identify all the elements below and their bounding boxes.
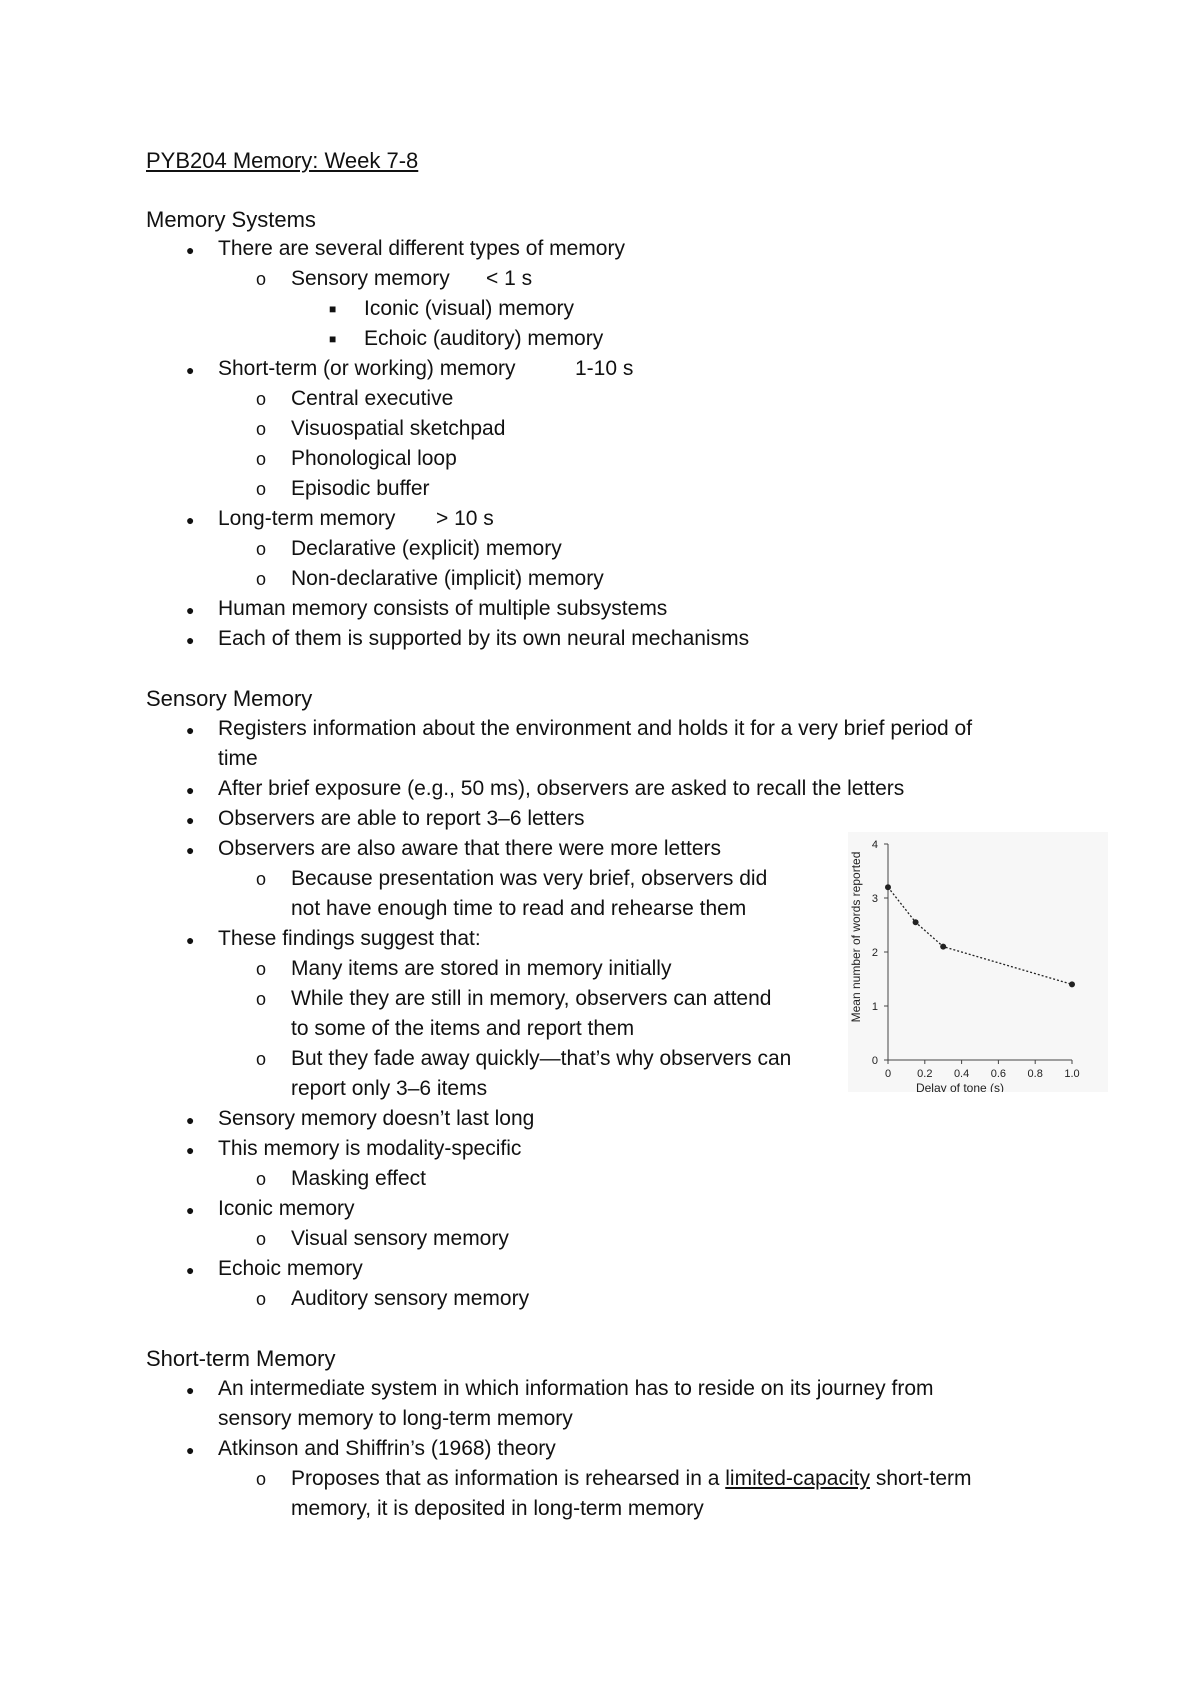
bullet-icon: ● xyxy=(186,512,195,528)
list-item: Registers information about the environment and holds it for a very brief period of xyxy=(218,717,973,740)
data-point xyxy=(913,919,919,925)
square-bullet-icon: ■ xyxy=(329,332,337,346)
heading-short-term-memory: Short-term Memory xyxy=(146,1346,336,1371)
list-item: Echoic (auditory) memory xyxy=(364,327,604,350)
bullet-icon: ● xyxy=(186,1202,195,1218)
circle-bullet-icon: o xyxy=(256,1469,267,1489)
circle-bullet-icon: o xyxy=(256,389,267,409)
circle-bullet-icon: o xyxy=(256,419,267,439)
data-point xyxy=(1069,981,1075,987)
duration-label: 1-10 s xyxy=(575,357,634,380)
y-tick-label: 1 xyxy=(871,1001,878,1013)
list-item-continuation: to some of the items and report them xyxy=(291,1017,635,1040)
list-item: Short-term (or working) memory xyxy=(218,357,516,380)
data-point xyxy=(940,944,946,950)
list-item: Sensory memory xyxy=(291,267,450,290)
circle-bullet-icon: o xyxy=(256,1289,267,1309)
x-tick-label: 1.0 xyxy=(1064,1068,1080,1080)
chart-svg xyxy=(848,832,1108,1092)
list-item: Because presentation was very brief, observers did xyxy=(291,867,768,890)
heading-memory-systems: Memory Systems xyxy=(146,207,316,232)
list-item: Sensory memory doesn’t last long xyxy=(218,1107,535,1130)
chart-axes xyxy=(888,844,1072,1060)
list-item: This memory is modality-specific xyxy=(218,1137,522,1160)
circle-bullet-icon: o xyxy=(256,479,267,499)
list-item: There are several different types of memory xyxy=(218,237,625,260)
list-item: Iconic (visual) memory xyxy=(364,297,575,320)
list-item-continuation: not have enough time to read and rehearse them xyxy=(291,897,747,920)
list-item: Echoic memory xyxy=(218,1257,363,1280)
bullet-icon: ● xyxy=(186,1142,195,1158)
bullet-icon: ● xyxy=(186,782,195,798)
list-item: Atkinson and Shiffrin’s (1968) theory xyxy=(218,1437,556,1460)
document-title: PYB204 Memory: Week 7-8 xyxy=(146,148,419,173)
list-item: Iconic memory xyxy=(218,1197,355,1220)
heading-sensory-memory: Sensory Memory xyxy=(146,686,313,711)
bullet-icon: ● xyxy=(186,632,195,648)
bullet-icon: ● xyxy=(186,842,195,858)
list-item: Phonological loop xyxy=(291,447,457,470)
list-item: Episodic buffer xyxy=(291,477,430,500)
x-tick-label: 0 xyxy=(884,1068,892,1080)
underlined-term: limited-capacity xyxy=(725,1467,870,1490)
circle-bullet-icon: o xyxy=(256,269,267,289)
list-item: These findings suggest that: xyxy=(218,927,481,950)
list-item: Auditory sensory memory xyxy=(291,1287,530,1310)
circle-bullet-icon: o xyxy=(256,1169,267,1189)
x-axis-label: Delay of tone (s) xyxy=(915,1081,1005,1092)
sentence-part: short-term xyxy=(875,1467,972,1490)
x-tick-label: 0.6 xyxy=(990,1068,1007,1080)
y-tick-label: 3 xyxy=(871,893,878,905)
bullet-icon: ● xyxy=(186,1112,195,1128)
circle-bullet-icon: o xyxy=(256,449,267,469)
y-tick-label: 0 xyxy=(871,1055,878,1067)
list-item: Central executive xyxy=(291,387,454,410)
list-item: Visuospatial sketchpad xyxy=(291,417,506,440)
list-item: Masking effect xyxy=(291,1167,427,1190)
list-item: Each of them is supported by its own neural mechanisms xyxy=(218,627,750,650)
duration-label: < 1 s xyxy=(486,267,533,290)
bullet-icon: ● xyxy=(186,812,195,828)
chart-series xyxy=(885,884,1075,987)
list-item-continuation: report only 3–6 items xyxy=(291,1077,488,1100)
x-tick-label: 0.2 xyxy=(917,1068,933,1080)
list-item: Long-term memory xyxy=(218,507,396,530)
list-item: But they fade away quickly—that’s why observers can xyxy=(291,1047,792,1070)
list-item: Many items are stored in memory initially xyxy=(291,957,672,980)
bullet-icon: ● xyxy=(186,1262,195,1278)
x-tick-label: 0.4 xyxy=(953,1068,970,1080)
list-item: Observers are able to report 3–6 letters xyxy=(218,807,585,830)
list-item-continuation: memory, it is deposited in long-term memory xyxy=(291,1497,704,1520)
duration-label: > 10 s xyxy=(436,507,494,530)
y-tick-label: 2 xyxy=(871,947,878,959)
bullet-icon: ● xyxy=(186,1442,195,1458)
circle-bullet-icon: o xyxy=(256,989,267,1009)
list-item xyxy=(291,1464,972,1494)
y-tick-label: 4 xyxy=(871,839,878,851)
bullet-icon: ● xyxy=(186,242,195,258)
list-item: Visual sensory memory xyxy=(291,1227,509,1250)
bullet-icon: ● xyxy=(186,602,195,618)
list-item: Declarative (explicit) memory xyxy=(291,537,562,560)
y-axis-label: Mean number of words reported xyxy=(849,851,863,1023)
circle-bullet-icon: o xyxy=(256,569,267,589)
circle-bullet-icon: o xyxy=(256,539,267,559)
x-tick-label: 0.8 xyxy=(1027,1068,1043,1080)
bullet-icon: ● xyxy=(186,722,195,738)
list-item-continuation: time xyxy=(218,747,258,770)
list-item: After brief exposure (e.g., 50 ms), observers are asked to recall the letters xyxy=(218,777,905,800)
list-item: An intermediate system in which information has to reside on its journey from xyxy=(218,1377,934,1400)
circle-bullet-icon: o xyxy=(256,1229,267,1249)
list-item: Observers are also aware that there were more letters xyxy=(218,837,722,860)
sentence-part: Proposes that as information is rehearsed in a xyxy=(291,1467,720,1490)
circle-bullet-icon: o xyxy=(256,1049,267,1069)
list-item-continuation: sensory memory to long-term memory xyxy=(218,1407,573,1430)
circle-bullet-icon: o xyxy=(256,959,267,979)
bullet-icon: ● xyxy=(186,932,195,948)
bullet-icon: ● xyxy=(186,1382,195,1398)
list-item: Human memory consists of multiple subsystems xyxy=(218,597,668,620)
bullet-icon: ● xyxy=(186,362,195,378)
delay-recall-chart xyxy=(848,832,1108,1092)
square-bullet-icon: ■ xyxy=(329,302,337,316)
list-item: Non-declarative (implicit) memory xyxy=(291,567,604,590)
chart-ticks xyxy=(872,839,1080,1080)
series-line xyxy=(888,887,1072,984)
data-point xyxy=(885,884,891,890)
circle-bullet-icon: o xyxy=(256,869,267,889)
list-item: While they are still in memory, observers can attend xyxy=(291,987,772,1010)
